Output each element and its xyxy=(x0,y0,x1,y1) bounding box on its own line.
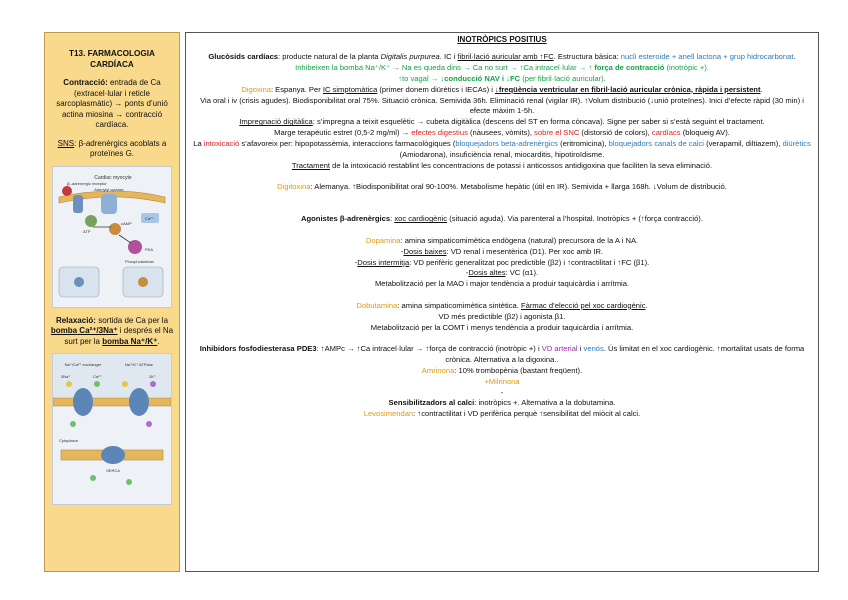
dobutamina-text-2: . xyxy=(645,300,648,310)
pde3-vd-arterial: VD arterial xyxy=(541,343,578,353)
digoxina-paragraph xyxy=(192,85,812,96)
marge-text-4: (bloqueig AV). xyxy=(680,128,730,138)
digoxina-fa: ↓freqüència ventricular en fibril·lació auricular crònica, ràpida i persistent xyxy=(495,84,761,94)
dobutamina-paragraph xyxy=(192,301,812,312)
fig2-label-ca: Ca²⁺ xyxy=(93,374,102,379)
dosis-altes-label: Dosis altes xyxy=(468,268,506,278)
fig2-label-3na: 3Na⁺ xyxy=(61,374,71,379)
amrinona-text: : 10% trombopènia (bastant freqüent). xyxy=(454,365,583,375)
dosis-baixes-label: Dosis baixes xyxy=(403,246,447,256)
digoxina-label: Digoxina xyxy=(241,84,271,94)
fig1-label-cyclase: Adenylyl cyclase xyxy=(94,186,124,192)
fig2-label-cytoplasm: Cytoplasm xyxy=(59,438,78,443)
sns-paragraph xyxy=(50,139,174,160)
digitoxina-paragraph xyxy=(192,182,812,193)
dobutamina-label: Dobutamina xyxy=(356,300,398,310)
glucosids-indication: fibril·lació auricular amb ↑FC xyxy=(457,51,554,61)
spacer xyxy=(192,290,812,301)
sensibilitzadors-text: : inotròpics +. Alternativa a la dobutamina. xyxy=(474,398,616,408)
pde3-text-3: . Ús limitat en el xoc cardiogènic. ↑mortalitat usats de forma crònica. Alternativa a la digoxina.. xyxy=(445,343,805,364)
intox-beta-blockers: bloquejadors beta-adrenèrgics xyxy=(455,139,558,149)
agonistes-text-2: (situació aguda). Via parenteral a l’hospital. Inotròpics + (↑força contracció). xyxy=(447,214,703,224)
relaxacio-paragraph xyxy=(50,316,174,348)
impregnacio-label: Impregnació digitàlica xyxy=(239,117,313,127)
intox-text-5: (Amiodarona), insuficiència renal, miocarditis, hipotiroïdisme. xyxy=(399,150,605,160)
digoxina-text-2: (primer donem diürètics i IECAs) i xyxy=(377,84,496,94)
main-content xyxy=(185,32,819,572)
mechanism-1-bold: ↑ força de contracció xyxy=(588,62,665,72)
dopamina-dosis-altes: -Dosis altes: VC (α1). xyxy=(465,268,539,278)
sns-label: SNS xyxy=(57,138,75,148)
fig1-label-phospholamban: Phospholamban xyxy=(125,258,154,264)
levosimendan-paragraph xyxy=(192,409,812,420)
fig2-label-2k: 2K⁺ xyxy=(149,374,157,379)
digoxina-text-3: . xyxy=(760,84,763,94)
intox-text-2: s’afavoreix per: hipopotassèmia, interaccions farmacològiques ( xyxy=(239,139,456,149)
dobutamina-text-1: : amina simpaticomimètica sintètica. xyxy=(397,300,521,310)
marge-text-2: (nàusees, vòmits), xyxy=(467,128,535,138)
agonistes-text-1: : xyxy=(390,214,395,224)
intox-diuretics: diürètics xyxy=(782,139,811,149)
intox-text-4: (verapamil, diltiazem), xyxy=(704,139,783,149)
mechanism-2-text: ↑to vagal → xyxy=(398,73,441,83)
sns-text: : β-adrenèrgics acoblats a proteïnes G. xyxy=(74,138,167,158)
glucosids-paragraph xyxy=(192,52,812,63)
relaxacio-bomba-ca-na: bomba Ca²⁺/3Na⁺ xyxy=(50,326,118,335)
pde3-label: Inhibidors fosfodiesterasa PDE3 xyxy=(199,343,317,353)
spacer xyxy=(192,193,812,214)
glucosids-text-4: . xyxy=(793,51,796,61)
fig1-label-myocyte: Cardiac myocyte xyxy=(94,174,132,181)
levosimendan-text: : ↑contractilitat i VD perifèrica perquè ↑sensibilitat del miòcit al calci. xyxy=(413,409,641,419)
impregnacio-text: : s’impregna a teixit esquelètic → cubeta digitàlica (descens del ST en forma còncava). Signe per saber si s’està seguint el tractament. xyxy=(312,117,765,127)
mechanism-2-end: (per fibril·lació auricular). xyxy=(520,73,606,83)
fig1-label-pka: PKA xyxy=(145,246,154,252)
tractament-text: de la intoxicació restablint les concentracions de potassi i anticossos antidigoxina que faciliten la seva eliminació. xyxy=(330,160,713,170)
dopamina-dosis-intermitja: -Dosis intermitja: VD perifèric generalitzat poc predictible (β2) i ↑contractilitat i ↑FC (β1). xyxy=(354,257,650,267)
ion-exchange-diagram-svg xyxy=(53,354,171,504)
contraccio-label: Contracció: xyxy=(63,78,108,87)
intoxicacio-paragraph xyxy=(192,139,812,161)
page-title: INOTRÒPICS POSITIUS xyxy=(457,35,547,44)
intox-text-3: (eritromicina), xyxy=(557,139,609,149)
marge-digestius: efectes digestius xyxy=(411,128,468,138)
pde3-text-2: i xyxy=(577,343,584,353)
intox-label: intoxicació xyxy=(203,139,240,149)
relaxacio-text-2: i després el Na surt per la xyxy=(64,326,174,346)
dosis-baixes-text: : VD renal i mesentèrica (D1). Per xoc amb IR. xyxy=(446,246,604,256)
dopamina-dosis-baixes: -Dosis baixes: VD renal i mesentèrica (D1). Per xoc amb IR. xyxy=(400,246,604,256)
fig1-label-camp: cAMP xyxy=(121,220,132,226)
fig2-label-exchanger: Na⁺/Ca²⁺ exchanger xyxy=(64,362,102,367)
digoxina-pharmacokinetics: Via oral i iv (crisis agudes). Biodisponibilitat oral 75%. Situació crònica. Semivida 36h. Eliminació renal (vigilar IR). ↑Volum distribució (↓unió proteïnes). Inici d’efecte ràpid (30 min) i efecte màxim 1-5h. xyxy=(200,95,804,116)
relaxacio-text-3: . xyxy=(157,336,160,346)
dopamina-label: Dopamina xyxy=(365,235,401,245)
tractament-label: Tractament xyxy=(291,160,331,170)
spacer xyxy=(192,172,812,183)
dosis-intermitja-text: : VD perifèric generalitzat poc predictible (β2) i ↑contractilitat i ↑FC (β1). xyxy=(409,257,650,267)
mechanism-1-text: Inhibeixen la bomba Na⁺/K⁺ → Na es queda dins → Ca no surt → ↑Ca intracel·lular → xyxy=(295,62,589,72)
glucosids-plant: Digitalis purpurea xyxy=(380,51,440,61)
fig1-label-receptor: β₁-adrenergic receptor xyxy=(67,180,107,186)
intox-text-1: La xyxy=(193,139,204,149)
marge-text-3: (distorsió de colors), xyxy=(579,128,652,138)
glucosids-text-1: : producte natural de la planta xyxy=(278,51,381,61)
spacer xyxy=(192,333,812,344)
digoxina-ic: IC simptomàtica xyxy=(322,84,378,94)
fig1-label-atp: ATP xyxy=(83,228,91,234)
marge-paragraph xyxy=(192,128,812,139)
milrinona-line: +Milrinona xyxy=(484,376,520,386)
marge-text-1: Marge terapèutic estret (0,5-2 mg/ml) → xyxy=(274,128,412,138)
amrinona-label: Amrinona xyxy=(421,365,455,375)
digoxina-text-1: : Espanya. Per xyxy=(270,84,323,94)
separator-dash: - xyxy=(500,387,504,397)
impregnacio-paragraph xyxy=(192,117,812,128)
contraccio-text: entrada de Ca (extracel·lular i reticle sarcoplasmàtic) → ponts d’unió actina miosina → contracció cardíaca. xyxy=(56,78,168,129)
glucosids-structure: nucli esteroide + anell lactona + grup hidrocarbonat xyxy=(620,51,794,61)
sensibilitzadors-paragraph xyxy=(192,398,812,409)
pde3-paragraph xyxy=(192,344,812,366)
dosis-altes-text: : VC (α1). xyxy=(505,268,539,278)
dobutamina-vd: VD més predictible (β2) i agonista β1. xyxy=(438,311,566,321)
ion-exchange-diagram xyxy=(52,353,172,505)
spacer xyxy=(192,225,812,236)
fig1-label-calcium: Ca²⁺ xyxy=(145,215,154,221)
mechanism-1-end: (inotròpic +). xyxy=(664,62,709,72)
sidebar-panel xyxy=(44,32,180,572)
dobutamina-metabolisme: Metabolització per la COMT i menys tendència a produir taquicàrdia i arrítmia. xyxy=(370,322,634,332)
fig2-label-atpase: Na⁺/K⁺ ATPase xyxy=(125,362,153,367)
amrinona-paragraph xyxy=(192,366,812,377)
intox-calcium-blockers: bloquejadors canals de calci xyxy=(608,139,704,149)
levosimendan-label: Levosimendan xyxy=(363,409,414,419)
mechanism-line-1 xyxy=(192,63,812,74)
contraccio-paragraph xyxy=(50,78,174,131)
tractament-paragraph xyxy=(192,161,812,172)
dopamina-text: : amina simpaticomimètica endògena (natural) precursora de la A i NA. xyxy=(400,235,639,245)
glucosids-text-2: . IC i xyxy=(439,51,458,61)
glucosids-text-3: . Estructura bàsica: xyxy=(553,51,621,61)
mechanism-2-bold: ↓conducció NAV i ↓FC xyxy=(440,73,521,83)
relaxacio-bomba-na-k: bomba Na⁺/K⁺ xyxy=(102,336,158,346)
agonistes-label: Agonistes β-adrenèrgics xyxy=(301,214,391,224)
marge-cardiacs: cardíacs xyxy=(651,128,681,138)
dopamina-metabolisme: Metabolització per la MAO i major tendència a produir taquicàrdia i arrítmia. xyxy=(374,279,630,289)
glucosids-label: Glucòsids cardíacs xyxy=(208,51,279,61)
agonistes-xoc: xoc cardiogènic xyxy=(394,214,448,224)
relaxacio-text-1: sortida de Ca per la xyxy=(95,315,169,325)
pde3-text-1: : ↑AMPc → ↑Ca intracel·lular → ↑força de contracció (inotròpic +) i xyxy=(316,343,542,353)
fig2-label-serca: SERCA xyxy=(106,468,120,473)
mechanism-line-2 xyxy=(192,74,812,85)
dosis-intermitja-label: Dosis intermitja xyxy=(357,257,410,267)
marge-snc: sobre el SNC xyxy=(534,128,580,138)
digitoxina-text: : Alemanya. ↑Biodisponibilitat oral 90-100%. Metabolisme hepàtic (útil en IR). Semivida + llarga 168h. ↓Volum de distribució. xyxy=(310,182,727,192)
dobutamina-eleccio: Fàrmac d’elecció pel xoc cardiogènic xyxy=(520,300,646,310)
beta-adrenergic-diagram xyxy=(52,166,172,308)
pde3-venos: venós xyxy=(583,343,604,353)
beta-adrenergic-diagram-svg xyxy=(53,167,171,307)
digitoxina-label: Digitoxina xyxy=(277,182,311,192)
sidebar-title: T13. FARMACOLOGIA CARDÍACA xyxy=(69,49,155,69)
relaxacio-label: Relaxació: xyxy=(55,315,96,325)
agonistes-paragraph xyxy=(192,214,812,225)
dopamina-paragraph xyxy=(192,236,812,247)
sensibilitzadors-label: Sensibilitzadors al calci xyxy=(388,398,475,408)
